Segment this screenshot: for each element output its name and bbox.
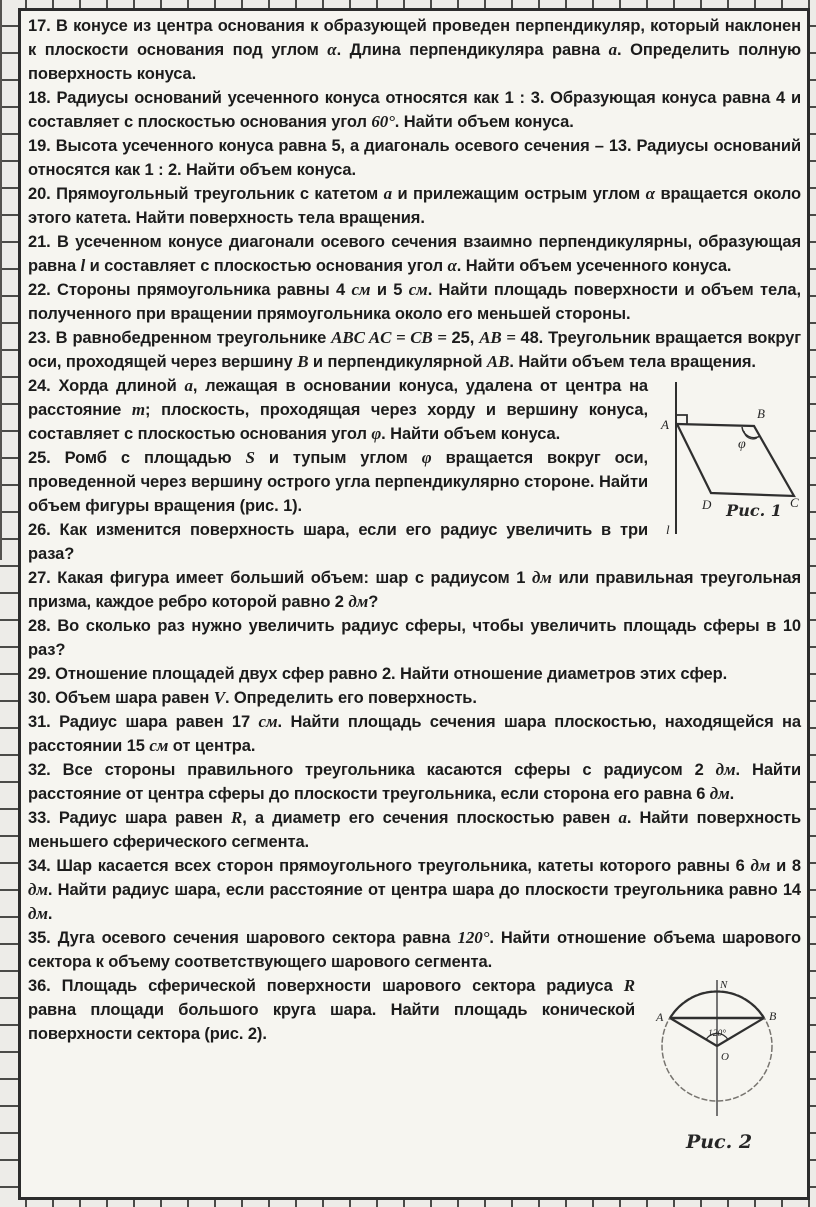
problem-20: 20. Прямоугольный треугольник с катетом a и прилежащим острым углом α вращается около этого катета. Найти поверхность тела вращения.: [28, 184, 802, 227]
problem-30: 30. Объем шара равен V. Определить его поверхность.: [28, 688, 477, 707]
problem-number: 33.: [28, 809, 59, 827]
figure-2: [643, 976, 801, 1154]
problem-number: 35.: [28, 929, 58, 947]
problems-17-23: [28, 14, 801, 374]
math-variable: a: [608, 40, 618, 59]
math-variable: φ: [371, 424, 382, 443]
math-variable: дм: [531, 568, 552, 587]
math-variable: a: [618, 808, 627, 827]
problem-number: 31.: [28, 713, 60, 731]
problem-number: 32.: [28, 761, 63, 779]
point-n-label: N: [720, 979, 728, 991]
math-variable: m: [131, 400, 146, 419]
math-variable: AB: [486, 352, 510, 371]
problem-36: [28, 974, 801, 1153]
math-variable: 60°: [371, 112, 395, 131]
problem-21: 21. В усеченном конусе диагонали осевого сечения взаимно перпендикулярны, образующая равна l и составляет с плоскостью основания угол α. Найти объем усеченного конуса.: [28, 233, 801, 275]
rhombus-outline: [677, 424, 794, 496]
problem-33: 33. Радиус шара равен R, а диаметр его сечения плоскостью равен a. Найти поверхность меньшего сферического сегмента.: [28, 808, 801, 851]
problem-number: 17.: [28, 17, 56, 35]
problem-number: 27.: [28, 569, 58, 587]
vertex-b-label: B: [757, 406, 765, 421]
math-variable: φ: [421, 448, 432, 467]
point-a-label: A: [656, 1010, 664, 1024]
right-angle-mark: [676, 415, 687, 424]
problem-number: 19.: [28, 137, 56, 155]
math-variable: l: [80, 256, 86, 275]
problem-22: 22. Стороны прямоугольника равны 4 см и 5 см. Найти площадь поверхности и объем тела, полученного при вращении прямоугольника около его меньшей стороны.: [28, 280, 801, 323]
math-variable: α: [645, 184, 655, 203]
vertex-c-label: C: [790, 495, 799, 510]
math-variable: дм: [348, 592, 369, 611]
figure-2-drawing: [643, 976, 801, 1154]
problem-36: 36. Площадь сферической поверхности шарового сектора радиуса R равна площади большого круга шара. Найти площадь конической поверхности сектора (рис. 2).: [28, 976, 636, 1043]
math-variable: α: [327, 40, 337, 59]
problem-number: 34.: [28, 857, 57, 875]
scan-edge-shadow: [0, 0, 2, 560]
math-variable: AB =: [479, 328, 521, 347]
math-variable: см: [408, 280, 428, 299]
math-variable: ABC AC = CB =: [331, 328, 452, 347]
math-variable: B: [297, 352, 309, 371]
problem-24: 24. Хорда длиной a, лежащая в основании конуса, удалена от центра на расстояние m; плоскость, проходящая через хорду и вершину конуса, составляет с плоскостью основания угол φ. Найти объем конуса.: [28, 376, 649, 443]
problem-number: 21.: [28, 233, 57, 251]
vertex-d-label: D: [702, 497, 712, 512]
math-variable: R: [230, 808, 243, 827]
problem-35: 35. Дуга осевого сечения шарового сектора равна 120°. Найти отношение объема шарового сектора к объему соответствующего шарового сегмента.: [28, 928, 801, 971]
point-b-label: B: [769, 1009, 777, 1023]
figure-1: [656, 376, 801, 540]
math-variable: V: [213, 688, 225, 707]
problem-number: 24.: [28, 377, 59, 395]
math-variable: дм: [28, 904, 48, 923]
problem-34: 34. Шар касается всех сторон прямоугольного треугольника, катеты которого равны 6 дм и 8 дм. Найти радиус шара, если расстояние от центра шара до плоскости треугольника равно 14 дм.: [28, 856, 802, 923]
math-variable: R: [623, 976, 636, 995]
math-variable: дм: [715, 760, 736, 779]
problem-number: 36.: [28, 977, 62, 995]
problem-number: 30.: [28, 689, 56, 707]
problem-32: 32. Все стороны правильного треугольника касаются сферы с радиусом 2 дм. Найти расстояние от центра сферы до плоскости треугольника, если сторона его равна 6 дм.: [28, 760, 801, 803]
figure-1-caption: Рис. 1: [726, 501, 782, 520]
problems-26-35: [28, 518, 801, 974]
math-variable: 120°: [457, 928, 490, 947]
math-variable: см: [258, 712, 278, 731]
problem-number: 20.: [28, 185, 57, 203]
math-variable: α: [447, 256, 457, 275]
math-variable: дм: [28, 880, 48, 899]
problem-28: 28. Во сколько раз нужно увеличить радиус сферы, чтобы увеличить площадь сферы в 10 раз?: [28, 617, 802, 659]
center-o-label: O: [721, 1051, 729, 1063]
angle-120-label: 120°: [707, 1029, 727, 1039]
problem-19: 19. Высота усеченного конуса равна 5, а диагональ осевого сечения – 13. Радиусы оснований относятся как 1 : 2. Найти объем конуса.: [28, 137, 801, 179]
problem-31: 31. Радиус шара равен 17 см. Найти площадь сечения шара плоскостью, находящейся на расстоянии 15 см от центра.: [28, 712, 801, 755]
math-variable: см: [351, 280, 371, 299]
problem-27: 27. Какая фигура имеет больший объем: шар с радиусом 1 дм или правильная треугольная призма, каждое ребро которой равно 2 дм?: [28, 568, 801, 611]
math-variable: S: [245, 448, 255, 467]
phi-angle-label: φ: [738, 437, 746, 452]
document-page: [18, 8, 810, 1200]
problem-number: 29.: [28, 665, 56, 683]
problem-number: 26.: [28, 521, 60, 539]
problem-17: 17. В конусе из центра основания к образующей проведен перпендикуляр, который наклонен к плоскости основания под углом α. Длина перпендикуляра равна a. Определить полную поверхность конуса.: [28, 17, 801, 83]
math-variable: a: [383, 184, 393, 203]
problem-number: 22.: [28, 281, 58, 299]
figure-2-caption: Рис. 2: [685, 1131, 753, 1153]
vertex-a-label: A: [661, 417, 669, 432]
problem-26: 26. Как изменится поверхность шара, если его радиус увеличить в три раза?: [28, 521, 648, 563]
axis-label: l: [666, 522, 670, 537]
problem-25: 25. Ромб с площадью S и тупым углом φ вращается вокруг оси, проведенной через вершину острого угла перпендикулярно стороне. Найти объем фигуры вращения (рис. 1).: [28, 448, 648, 515]
math-variable: дм: [709, 784, 730, 803]
problem-number: 18.: [28, 89, 57, 107]
problem-18: 18. Радиусы оснований усеченного конуса относятся как 1 : 3. Образующая конуса равна 4 и составляет с плоскостью основания угол 60°. Найти объем конуса.: [28, 89, 801, 131]
math-variable: a: [184, 376, 193, 395]
figure-1-drawing: [656, 376, 801, 540]
problem-number: 28.: [28, 617, 58, 635]
problem-29: 29. Отношение площадей двух сфер равно 2. Найти отношение диаметров этих сфер.: [28, 665, 728, 683]
problem-number: 25.: [28, 449, 65, 467]
problem-23: 23. В равнобедренном треугольнике ABC AC = CB = 25, AB = 48. Треугольник вращается вокруг оси, проходящей через вершину B и перпендикулярной AB. Найти объем тела вращения.: [28, 328, 802, 371]
math-variable: дм: [750, 856, 771, 875]
math-variable: см: [149, 736, 169, 755]
problem-number: 23.: [28, 329, 56, 347]
